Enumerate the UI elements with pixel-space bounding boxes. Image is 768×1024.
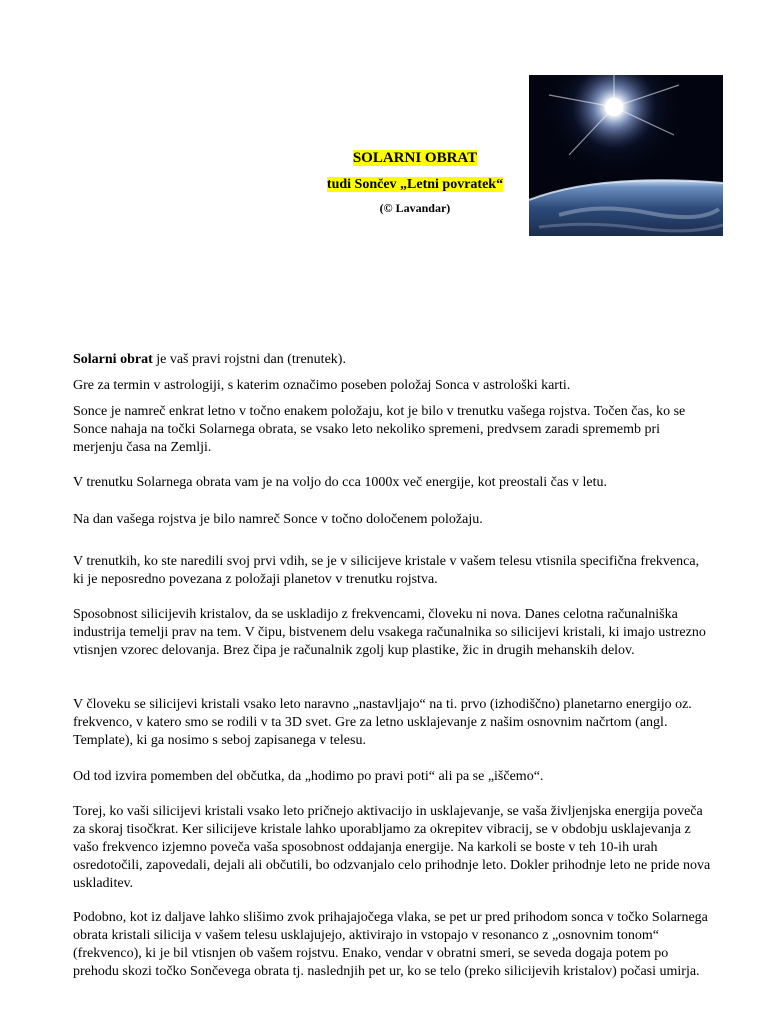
paragraph-1-text: je vaš pravi rojstni dan (trenutek). bbox=[152, 352, 346, 367]
paragraph-1-bold: Solarni obrat bbox=[73, 352, 153, 367]
document-subtitle: tudi Sončev „Letni povratek“ bbox=[326, 177, 504, 192]
paragraph-11: Podobno, kot iz daljave lahko slišimo zvok prihajajočega vlaka, se pet ur pred prihodom sonca v točko Solarnega obrata kristali silicija v vašem telesu usklajujejo, aktivirajo in vstopajo v resonanco z „osnovnim tonom“ (frekvenco), ki je bil vtisnjen ob vašem rojstvu. Enako, vendar v obratni smeri, se seveda dogaja potem po prehodu skozi točko Sončevega obrata tj. naslednjih pet ur, ko se telo (preko silicijevih kristalov) počasi umirja. bbox=[73, 910, 708, 979]
paragraph-1 bbox=[73, 351, 713, 369]
paragraph-4: V trenutku Solarnega obrata vam je na voljo do cca 1000x več energije, kot preostali čas v letu. bbox=[73, 475, 608, 490]
paragraph-6: V trenutkih, ko ste naredili svoj prvi vdih, se je v silicijeve kristale v vašem telesu vtisnila specifična frekvenca, ki je neposredno povezana z položaji planetov v trenutku rojstva. bbox=[73, 554, 700, 587]
paragraph-7: Sposobnost silicijevih kristalov, da se uskladijo z frekvencami, človeku ni nova. Danes celotna računalniška industrija temelji prav na tem. V čipu, bistvenem delu vsakega računalnika so silicijevi kristali, ki imajo ustrezno vtisnjen vzorec delovanja. Brez čipa je računalnik zgolj kup plastike, žic in drugih mehanskih delov. bbox=[73, 607, 706, 658]
earth-sun-image bbox=[529, 75, 723, 236]
paragraph-8: V človeku se silicijevi kristali vsako leto naravno „nastavljajo“ na ti. prvo (izhodiščno) planetarno energijo oz. frekvenco, v katero smo se rodili v ta 3D svet. Gre za letno usklajevanje z našim osnovnim načrtom (angl. Template), ki ga nosimo s seboj zapisanega v telesu. bbox=[73, 697, 692, 748]
paragraph-10: Torej, ko vaši silicijevi kristali vsako leto pričnejo aktivacijo in usklajevanje, se vaša življenjska energija poveča za skoraj tisočkrat. Ker silicijeve kristale lahko uporabljamo za okrepitev vibracij, se v obdobju usklajevanja z vašo frekvenco izjemno poveča vaša sposobnost oddajanja energije. Na karkoli se boste v teh 10-ih urah osredotočili, zapovedali, dejali ali občutili, bo odzvanjalo celo prihodnje leto. Dokler prihodnje leto ne pride nova uskladitev. bbox=[73, 804, 711, 891]
paragraph-5: Na dan vašega rojstva je bilo namreč Sonce v točno določenem položaju. bbox=[73, 512, 483, 527]
paragraph-3: Sonce je namreč enkrat letno v točno enakem položaju, kot je bilo v trenutku vašega rojstva. Točen čas, ko se Sonce nahaja na točki Solarnega obrata, se vsako leto nekoliko spremeni, predvsem zaradi sprememb pri merjenju časa na Zemlji. bbox=[73, 404, 686, 455]
author-credit: (© Lavandar) bbox=[379, 201, 451, 215]
paragraph-9: Od tod izvira pomemben del občutka, da „hodimo po pravi poti“ ali pa se „iščemo“. bbox=[73, 769, 544, 784]
paragraph-2: Gre za termin v astrologiji, s katerim označimo poseben položaj Sonca v astrološki karti. bbox=[73, 378, 571, 393]
document-title: SOLARNI OBRAT bbox=[352, 150, 478, 166]
